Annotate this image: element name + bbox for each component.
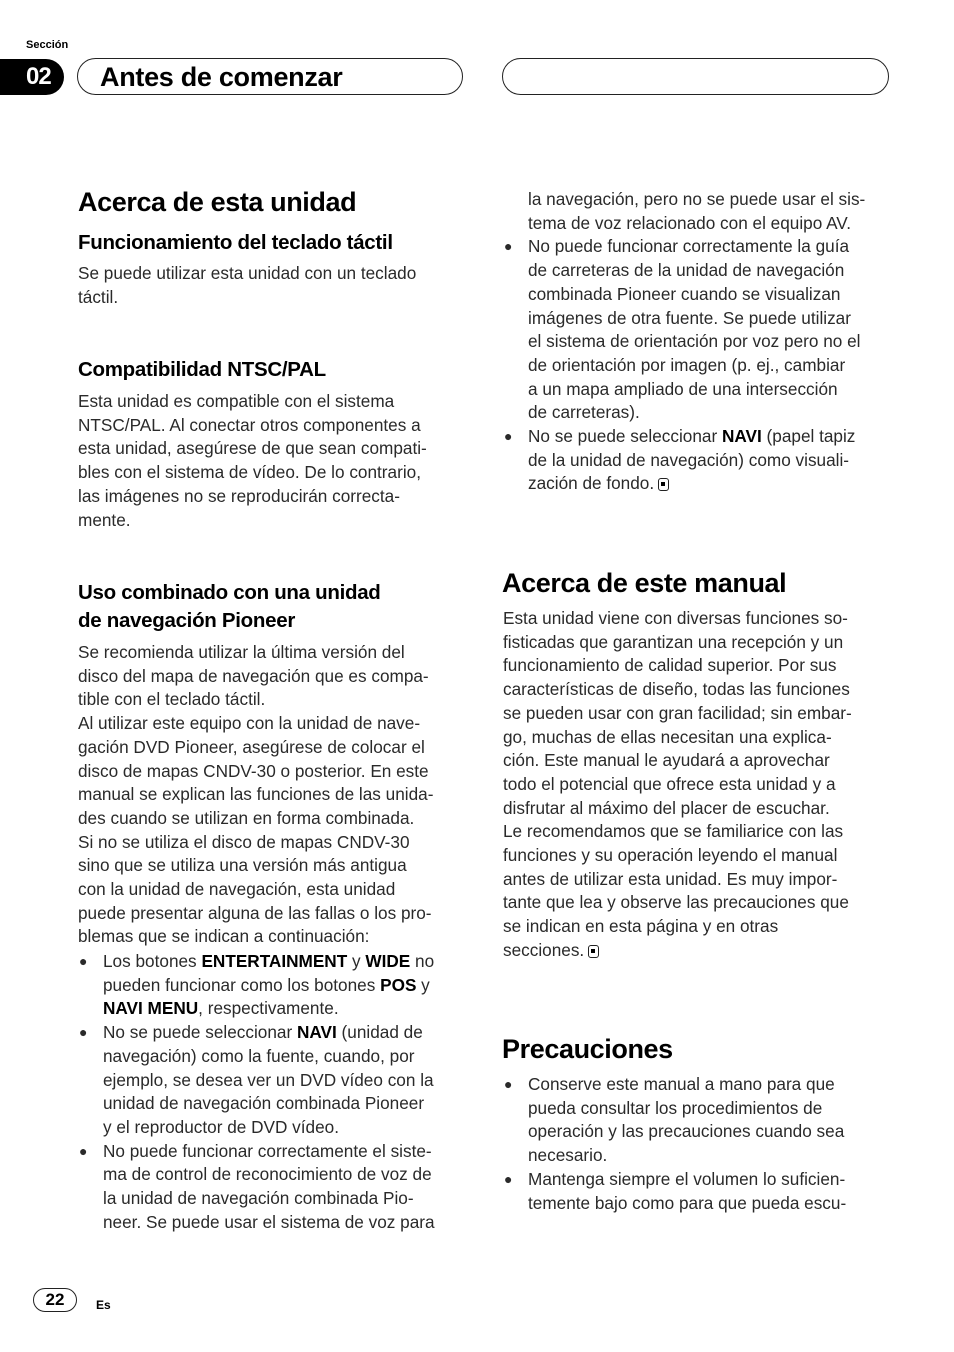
list-item (79, 1021, 435, 1140)
list-item (504, 1073, 846, 1168)
subsection-title-ntsc-pal: Compatibilidad NTSC/PAL (78, 358, 326, 381)
list-item (504, 425, 865, 496)
text-line: características de diseño, todas las funciones (503, 679, 850, 700)
paragraph-ntsc-pal (78, 390, 427, 532)
paragraph-teclado (78, 262, 416, 309)
text-line: combinada Pioneer cuando se visualizan (528, 283, 841, 304)
text-line: blemas que se indican a continuación: (78, 926, 370, 947)
bullet-icon: ● (79, 953, 88, 969)
header-empty-frame (502, 58, 889, 95)
bullet-icon: ● (504, 1170, 513, 1187)
bullet-icon: ● (504, 1076, 513, 1092)
text-line: pueda consultar los procedimientos de (528, 1097, 823, 1118)
text-line: Se puede utilizar esta unidad con un teclado (78, 263, 417, 283)
text-line: de la unidad de navegación) como visuali- (528, 449, 850, 470)
text-line: tema de voz relacionado con el equipo AV. (528, 212, 851, 233)
text-line: NTSC/PAL. Al conectar otros componentes a (78, 414, 421, 435)
bullet-icon: ● (504, 238, 513, 255)
text-line: zación de fondo. (528, 472, 865, 496)
text-line: Conserve este manual a mano para que (528, 1074, 835, 1094)
bullet-list-precauciones (504, 1073, 847, 1215)
section-label: Sección (26, 39, 69, 51)
list-item (79, 1140, 435, 1235)
text-line: manual se explican las funciones de las unida- (78, 784, 434, 805)
text-line: ma de control de reconocimiento de voz de (103, 1164, 432, 1185)
text-line: gación DVD Pioneer, asegúrese de colocar el (78, 736, 425, 757)
text-line: a un mapa ampliado de una intersección (528, 378, 838, 399)
text-line: No se puede seleccionar NAVI (unidad de (103, 1022, 423, 1043)
text-line: Los botones ENTERTAINMENT y WIDE no (103, 951, 435, 971)
text-line: la navegación, pero no se puede usar el sis- (528, 189, 866, 209)
text-line: Le recomendamos que se familiarice con las (503, 821, 844, 842)
bullet-list-right (504, 188, 866, 496)
bullet-list-left (79, 950, 435, 1234)
paragraph-acerca-manual (503, 607, 852, 963)
text-line: sino que se utiliza una versión más antigua (78, 855, 407, 876)
text-line: la unidad de navegación combinada Pio- (103, 1188, 414, 1209)
text-line: pueden funcionar como los botones POS y (103, 974, 430, 995)
list-item (504, 1168, 847, 1215)
text-line: el sistema de orientación por voz pero no el (528, 331, 861, 352)
text-line: operación y las precauciones cuando sea (528, 1121, 845, 1142)
text-line: Mantenga siempre el volumen lo suficien- (528, 1168, 846, 1189)
text-line: tante que lea y observe las precauciones que (503, 892, 849, 913)
text-line: con la unidad de navegación, esta unidad (78, 879, 396, 900)
text-line: disfrutar al máximo del placer de escuchar. (503, 797, 830, 818)
subsection-title-teclado: Funcionamiento del teclado táctil (78, 231, 393, 254)
text-line: Esta unidad es compatible con el sistema (78, 391, 395, 411)
text-line: No se puede seleccionar NAVI (papel tapiz (528, 426, 856, 447)
text-line: No puede funcionar correctamente el siste- (103, 1140, 432, 1161)
text-line: ejemplo, se desea ver un DVD vídeo con la (103, 1069, 434, 1090)
heading-line: de navegación Pioneer (78, 609, 295, 632)
text-line: imágenes de otra fuente. Se puede utilizar (528, 307, 851, 328)
text-line: temente bajo como para que pueda escu- (528, 1192, 847, 1213)
text-line: Al utilizar este equipo con la unidad de nave- (78, 713, 421, 734)
list-item (79, 950, 435, 1021)
text-line: funcionamiento de calidad superior. Por sus (503, 655, 837, 676)
chapter-title: Antes de comenzar (100, 62, 343, 92)
text-line: necesario. (528, 1145, 608, 1166)
language-code: Es (96, 1298, 111, 1312)
section-title-acerca-unidad: Acerca de esta unidad (78, 187, 357, 217)
text-line: Si no se utiliza el disco de mapas CNDV-30 (78, 831, 410, 852)
text-line: unidad de navegación combinada Pioneer (103, 1093, 425, 1114)
bullet-icon: ● (504, 428, 513, 445)
text-line: No puede funcionar correctamente la guía (528, 236, 850, 257)
text-line: NAVI MENU, respectivamente. (103, 998, 339, 1019)
bullet-icon: ● (79, 1142, 88, 1159)
text-line: go, muchas de ellas necesitan una explica- (503, 726, 832, 747)
section-number-tab: 02 (0, 59, 64, 95)
bullet-icon: ● (79, 1024, 88, 1041)
text-line: secciones. (503, 939, 852, 963)
text-line: navegación) como la fuente, cuando, por (103, 1045, 415, 1066)
text-line: neer. Se puede usar el sistema de voz para (103, 1211, 435, 1232)
text-line: disco del mapa de navegación que es compa- (78, 665, 429, 686)
text-line: ción. Este manual le ayudará a aprovechar (503, 750, 830, 771)
text-line: antes de utilizar esta unidad. Es muy impor- (503, 868, 838, 889)
text-line: puede presentar alguna de las fallas o los pro- (78, 902, 432, 923)
heading-line: Uso combinado con una unidad (78, 581, 381, 604)
subsection-title-uso-combinado (78, 579, 381, 635)
text-line: fisticadas que garantizan una recepción y un (503, 631, 844, 652)
section-title-precauciones: Precauciones (502, 1034, 673, 1064)
list-item (504, 235, 865, 425)
text-line: disco de mapas CNDV-30 o posterior. En este (78, 760, 429, 781)
text-line: tible con el teclado táctil. (78, 689, 266, 710)
list-item-continued (528, 188, 865, 235)
page-number: 22 (33, 1288, 77, 1312)
end-of-section-icon (658, 478, 669, 491)
text-line: y el reproductor de DVD vídeo. (103, 1116, 339, 1137)
text-line: funciones y su operación leyendo el manual (503, 845, 838, 866)
text-line: táctil. (78, 286, 119, 307)
text-line: todo el potencial que ofrece esta unidad y a (503, 773, 836, 794)
text-line: des cuando se utilizan en forma combinada. (78, 807, 415, 828)
text-line: Se recomienda utilizar la última versión del (78, 642, 405, 662)
text-line: se pueden usar con gran facilidad; sin embar- (503, 702, 852, 723)
text-line: mente. (78, 509, 131, 530)
text-line: bles con el sistema de vídeo. De lo contrario, (78, 462, 421, 483)
text-line: de carreteras de la unidad de navegación (528, 260, 845, 281)
text-line: de carreteras). (528, 402, 640, 423)
text-line: Esta unidad viene con diversas funciones so- (503, 608, 848, 628)
section-title-acerca-manual: Acerca de este manual (502, 568, 787, 598)
end-of-section-icon (588, 945, 599, 958)
text-line: se indican en esta página y en otras (503, 916, 779, 937)
text-line: las imágenes no se reproducirán correcta- (78, 485, 400, 506)
text-line: esta unidad, asegúrese de que sean compati- (78, 438, 427, 459)
text-line: de orientación por imagen (p. ej., cambiar (528, 354, 846, 375)
paragraph-uso-combinado (78, 641, 433, 949)
